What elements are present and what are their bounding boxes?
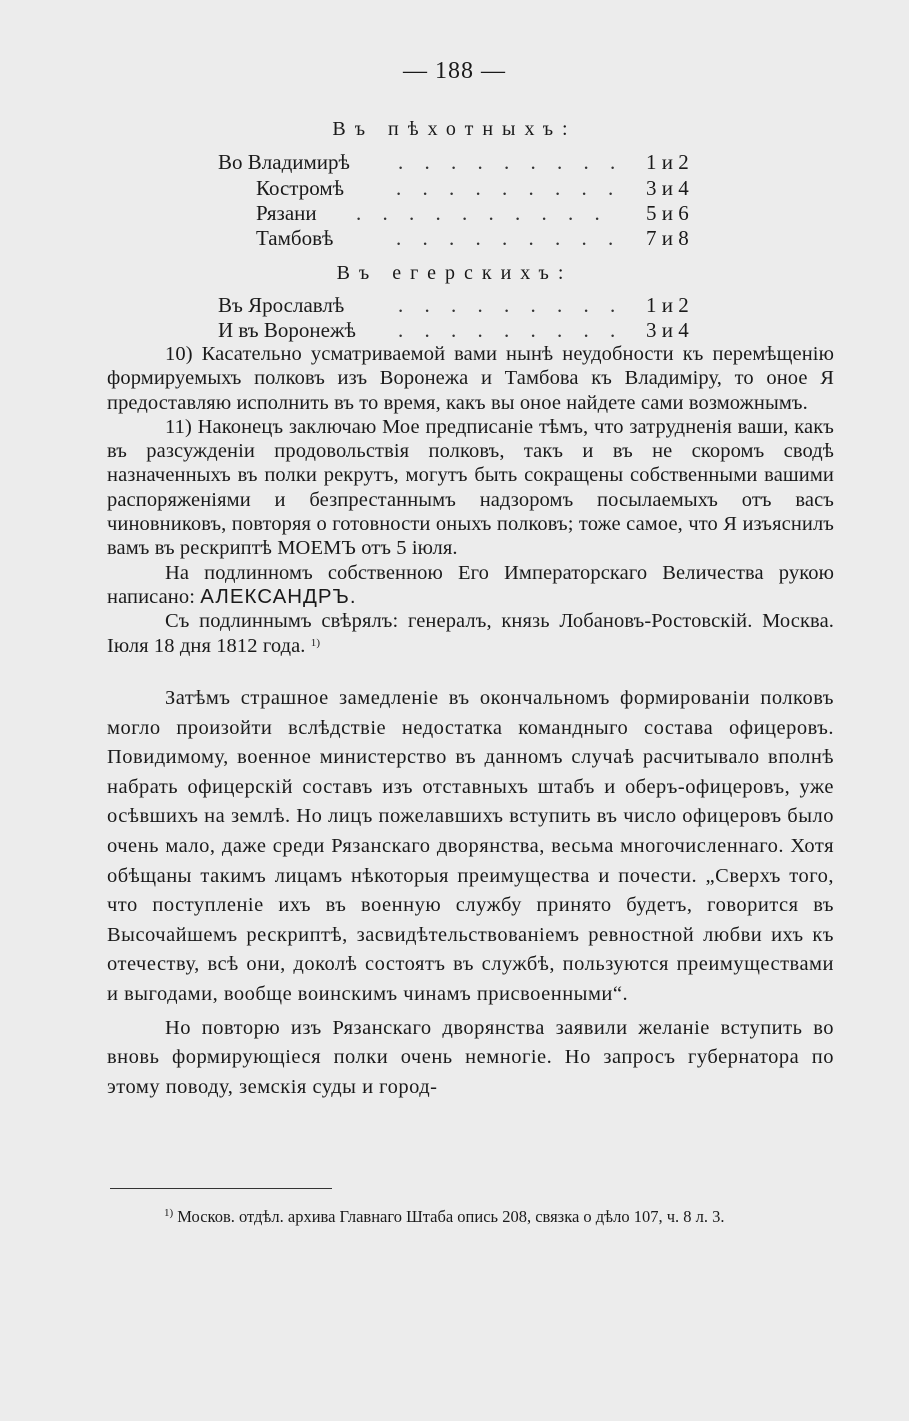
verification-text: Съ подлиннымъ свѣрялъ: генералъ, князь Лобановъ-Ростовскій. Москва. Іюля 18 дня 1812 года. xyxy=(107,610,834,657)
leader-dots: . . . . . . . . . xyxy=(398,150,624,174)
jaeger-heading: Въ егерскихъ: xyxy=(336,262,573,284)
leader-dots: . . . . . . . . . . xyxy=(356,201,608,225)
leader-dots: . . . . . . . . . xyxy=(398,293,624,317)
footnote-marker: 1) xyxy=(164,1207,174,1219)
city-name: Костромѣ xyxy=(256,176,345,200)
signed-note-text: На подлинномъ собственною Его Императорскаго Величества рукою написано: xyxy=(107,561,834,608)
footnote-reference: 1) xyxy=(310,636,321,649)
city-name: Рязани xyxy=(256,201,317,225)
paragraph-main: Затѣмъ страшное замедленіе въ окончальномъ формированіи полковъ могло произойти вслѣдствіе недостатка командныго состава офицеровъ. Повидимому, военное министерство въ данномъ случаѣ расчитывало вполнѣ набрать офицерскій составъ изъ отставныхъ штабъ и оберъ-офицеровъ, уже осѣвшихъ на землѣ. Но лицъ пожелавшихъ вступить въ число офицеровъ было очень мало, даже среди Рязанскаго дворянства, весьма многочисленнаго. Хотя обѣщаны такимъ лицамъ нѣкоторыя преимущества и почести. „Сверхъ того, что поступленіе ихъ въ военную службу принято будетъ, говорится въ Высочайшемъ рескриптѣ, засвидѣтельствованіемъ ревностной любви ихъ къ отечеству, всѣ они, доколѣ состоятъ въ службѣ, пользуются преимуществами и выгодами, вообще воинскимъ чинамъ присвоенными“. xyxy=(107,687,834,1005)
footnote xyxy=(138,1205,834,1228)
regiment-numbers: 7 и 8 xyxy=(646,226,689,250)
regiment-numbers: 1 и 2 xyxy=(646,150,689,174)
troop-row xyxy=(218,293,738,319)
leader-dots: . . . . . . . . . xyxy=(398,318,624,342)
narrative-text-block xyxy=(107,684,834,1102)
infantry-heading: Въ пѣхотныхъ: xyxy=(332,118,577,140)
paragraph-10: 10) Касательно усматриваемой вами нынѣ неудобности къ перемѣщенію формируемыхъ полковъ изъ Воронежа и Тамбова къ Владиміру, то оное Я предоставляю исполнить въ то время, какъ вы оное найдете сами возможнымъ. xyxy=(107,343,834,414)
page-number: — 188 — xyxy=(403,58,506,84)
paragraph-11: 11) Наконецъ заключаю Мое предписаніе тѣмъ, что затрудненія ваши, какъ въ разсужденіи продовольствія полковъ, такъ и въ не скоромъ сводѣ назначенныхъ въ полки рекрутъ, могутъ быть сокращены собственными вашими распоряженіями и безпрестаннымъ надзоромъ посылаемыхъ отъ васъ чиновниковъ, повторяя о готовности оныхъ полковъ; тоже самое, что Я изъяснилъ вамъ въ рескриптѣ МОЕМЪ отъ 5 іюля. xyxy=(107,415,834,560)
city-name: Во Владимирѣ xyxy=(218,150,350,174)
troop-row xyxy=(218,150,738,176)
verification-note xyxy=(107,609,834,658)
city-name: И въ Воронежѣ xyxy=(218,318,356,342)
troop-row xyxy=(256,201,776,227)
leader-dots: . . . . . . . . . xyxy=(396,176,622,200)
footnote-divider xyxy=(110,1188,332,1189)
troop-row xyxy=(256,226,776,252)
troop-row xyxy=(256,176,776,202)
signature-name: АЛЕКСАНДРЪ. xyxy=(200,584,357,608)
city-name: Въ Ярославлѣ xyxy=(218,293,345,317)
paragraph-last: Но повторю изъ Рязанскаго дворянства заявили желаніе вступить во вновь формирующіеся полки очень немногіе. Но запросъ губернатора по этому поводу, земскія суды и город- xyxy=(107,1016,834,1098)
regiment-numbers: 1 и 2 xyxy=(646,293,689,317)
regiment-numbers: 3 и 4 xyxy=(646,176,689,200)
city-name: Тамбовѣ xyxy=(256,226,334,250)
footnote-text: Москов. отдѣл. архива Главнаго Штаба опись 208, связка о дѣло 107, ч. 8 л. 3. xyxy=(177,1207,725,1226)
troop-row xyxy=(218,318,738,344)
footnote-line xyxy=(138,1205,834,1228)
order-text-block xyxy=(107,342,834,658)
signature-note xyxy=(107,561,834,610)
regiment-numbers: 5 и 6 xyxy=(646,201,689,225)
regiment-numbers: 3 и 4 xyxy=(646,318,689,342)
leader-dots: . . . . . . . . . xyxy=(396,226,622,250)
